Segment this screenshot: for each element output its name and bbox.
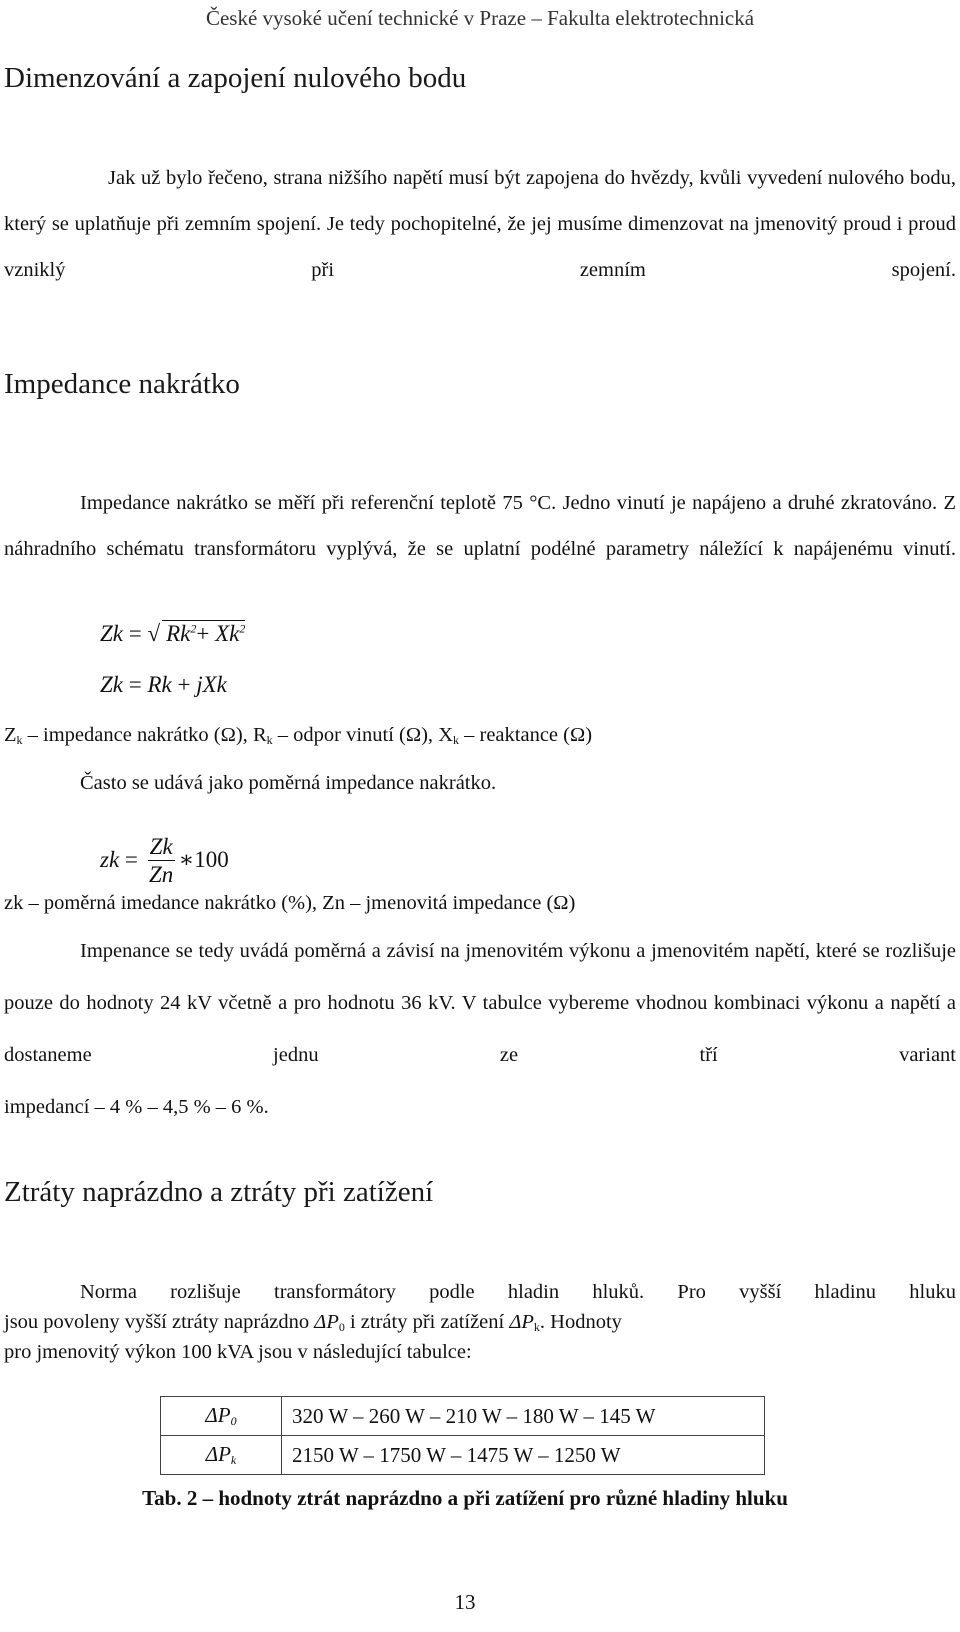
losses-line-2c: . Hodnoty	[539, 1311, 622, 1333]
legend-z-sub: k	[16, 733, 23, 747]
losses-line-3: pro jmenovitý výkon 100 kVA jsou v následující tabulce:	[4, 1341, 472, 1363]
symbol-p0: ΔP	[314, 1311, 339, 1333]
symbol-p0-sub: 0	[338, 1320, 345, 1334]
eq3-lhs: zk	[100, 846, 120, 872]
eq1-xk: Xk	[215, 621, 240, 646]
equation-zk-magnitude	[100, 620, 245, 647]
table-row	[161, 1436, 765, 1475]
eq2-plus: +	[177, 672, 191, 697]
legend-r-desc: – odpor vinutí (Ω),	[277, 724, 439, 746]
eq1-exp-a: 2	[190, 621, 197, 636]
symbol-pk-sub: k	[533, 1320, 540, 1334]
table-label-pk: $\Delta P_k$	[161, 1436, 282, 1475]
eq1-exp-b: 2	[239, 621, 246, 636]
losses-table	[160, 1396, 765, 1475]
eq1-rk: Rk	[166, 621, 191, 646]
eq1-lhs: Zk	[100, 621, 123, 646]
eq2-jxk: jXk	[196, 672, 227, 697]
paragraph-neutral-point: Jak už bylo řečeno, strana nižšího napětí musí být zapojena do hvězdy, kvůli vyvedení nulového bodu, který se uplatňuje při zemním spojení. Je tedy pochopitelné, že jej musíme dimenzovat na jmenovitý proud i proud vzniklý při zemním spojení.	[4, 167, 956, 281]
table-values-p0: 320 W – 260 W – 210 W – 180 W – 145 W	[282, 1397, 765, 1436]
eq3-times: ∗	[178, 846, 195, 872]
legend-z: Z	[4, 724, 17, 746]
eq1-equals: =	[128, 621, 142, 646]
sqrt-body	[162, 620, 245, 647]
sqrt-sign: √	[147, 621, 161, 646]
heading-impedance: Impedance nakrátko	[4, 368, 240, 400]
heading-neutral-point: Dimenzování a zapojení nulového bodu	[4, 62, 467, 94]
losses-line-1: Norma rozlišuje transformátory podle hladin hluků. Pro vyšší hladinu hluku	[80, 1281, 956, 1303]
legend-relative-impedance: zk – poměrná imedance nakrátko (%), Zn – jmenovitá impedance (Ω)	[4, 892, 576, 914]
table-values-pk: 2150 W – 1750 W – 1475 W – 1250 W	[282, 1436, 765, 1475]
eq2-equals: =	[128, 672, 142, 697]
legend-r: R	[252, 724, 267, 746]
equation-zk-complex	[100, 672, 227, 698]
heading-losses: Ztráty naprázdno a ztráty při zatížení	[4, 1176, 434, 1208]
eq3-factor: 100	[194, 846, 229, 872]
fraction-numerator: Zk	[149, 834, 173, 859]
paragraph-impedance: Impedance nakrátko se měří při referenční teplotě 75 °C. Jedno vinutí je napájeno a druhé zkratováno. Z náhradního schématu transformátoru vyplývá, že se uplatní podélné parametry náležící k napájenému vinutí.	[4, 492, 956, 560]
table-row	[161, 1397, 765, 1436]
legend-impedance	[4, 712, 956, 763]
eq2-rk: Rk	[147, 672, 172, 697]
legend-z-desc: – impedance nakrátko (Ω),	[27, 724, 253, 746]
legend-x-sub: k	[453, 733, 459, 747]
losses-line-2a: jsou povoleny vyšší ztráty naprázdno	[4, 1311, 310, 1333]
legend-x: X	[438, 724, 453, 746]
fraction-denominator: Zn	[149, 862, 174, 887]
page-number: 13	[454, 1590, 476, 1614]
eq1-plus: +	[196, 621, 210, 646]
note-relative-impedance: Často se udává jako poměrná impedance nakrátko.	[80, 772, 497, 794]
losses-line-2b: i ztráty při zatížení	[349, 1311, 505, 1333]
table-label-p0: $\Delta P_0$	[161, 1397, 282, 1436]
paragraph-impedance-values-last: impedancí – 4 % – 4,5 % – 6 %.	[4, 1096, 269, 1118]
page-header: České vysoké učení technické v Praze – Fakulta elektrotechnická	[205, 6, 755, 30]
eq2-lhs: Zk	[100, 672, 123, 697]
eq3-equals: =	[124, 846, 138, 872]
paragraph-impedance-values: Impenance se tedy uvádá poměrná a závisí na jmenovitém výkonu a jmenovitém napětí, které se rozlišuje pouze do hodnoty 24 kV včetně a pro hodnotu 36 kV. V tabulce vybereme vhodnou kombinaci výkonu a napětí a dostaneme jednu ze tří variant	[4, 940, 956, 1066]
symbol-pk: ΔP	[509, 1311, 534, 1333]
legend-r-sub: k	[266, 733, 273, 747]
legend-x-desc: – reaktance (Ω)	[464, 724, 593, 746]
table-caption: Tab. 2 – hodnoty ztrát naprázdno a při zatížení pro různé hladiny hluku	[142, 1486, 788, 1510]
